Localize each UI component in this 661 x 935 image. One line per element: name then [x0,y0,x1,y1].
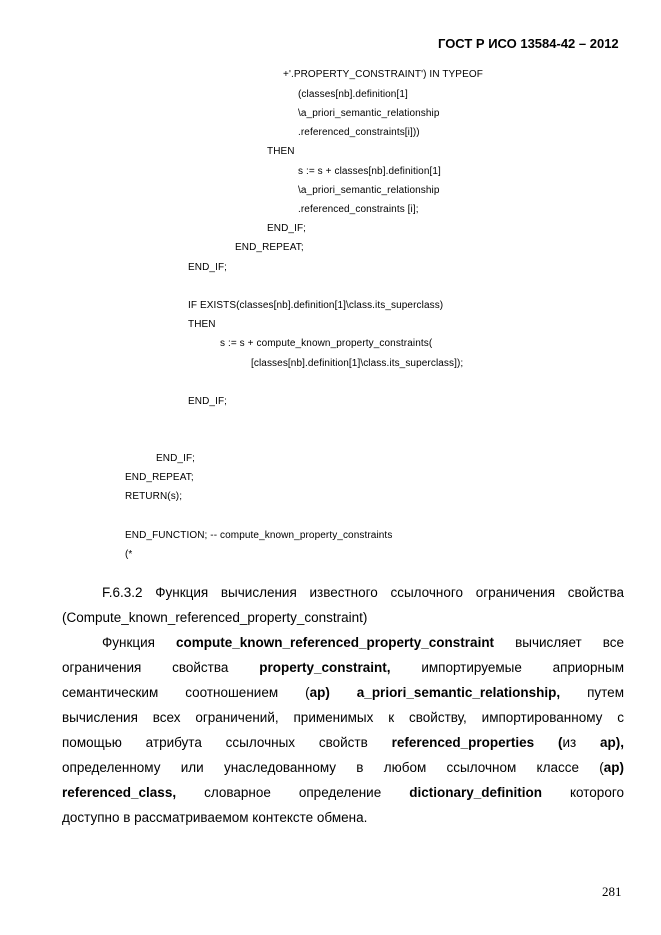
code-line: END_IF; [156,453,196,464]
term: property_constraint, [259,660,391,675]
code-line: .referenced_constraints [i]; [298,204,419,215]
text-run: из [562,735,577,750]
section-title-line: F.6.3.2 Функция вычисления известного ссылочного ограничения свойства [102,585,624,600]
text-run: Функция [102,635,155,650]
body-line [62,630,624,655]
text-run: определенному или унаследованному в любом ссылочном классе ( [62,760,604,775]
term: referenced_properties [391,735,535,750]
term: ap), [599,735,624,750]
code-line: IF EXISTS(classes[nb].definition[1]\class.its_superclass) [188,300,444,311]
code-line: THEN [188,319,216,330]
code-line: END_IF; [188,262,228,273]
body-paragraph [62,630,624,830]
code-line: +'.PROPERTY_CONSTRAINT') IN TYPEOF [283,69,483,80]
text-run: ограничения свойства [62,660,229,675]
text-run: словарное определение [204,785,382,800]
code-line: RETURN(s); [125,491,183,502]
code-line: \a_priori_semantic_relationship [298,108,440,119]
text-run: вычисляет все [515,635,624,650]
term: ap) [603,760,624,775]
code-line: END_IF; [188,396,228,407]
code-line: .referenced_constraints[i])) [298,127,420,138]
code-line: s := s + classes[nb].definition[1] [298,166,441,177]
function-name: compute_known_referenced_property_constraint [175,635,495,650]
text-run: семантическим соотношением ( [62,685,310,700]
code-line: s := s + compute_known_property_constraints( [220,338,433,349]
code-line: END_REPEAT; [235,242,304,253]
term: ap) [309,685,330,700]
document-header: ГОСТ Р ИСО 13584-42 – 2012 [438,36,619,51]
code-line: END_IF; [267,223,307,234]
body-line [62,730,624,755]
body-line: доступно в рассматриваемом контексте обмена. [62,810,368,825]
term: a_priori_semantic_relationship, [356,685,561,700]
body-line [62,680,624,705]
code-line: THEN [267,146,295,157]
section-heading [62,580,624,630]
body-line [62,655,624,680]
text-run: путем [587,685,624,700]
body-line: вычисления всех ограничений, применимых к свойству, импортированному с [62,710,624,725]
body-line [62,780,624,805]
text-run: помощью атрибута ссылочных свойств [62,735,368,750]
code-line: \a_priori_semantic_relationship [298,185,440,196]
code-line: (classes[nb].definition[1] [298,89,408,100]
section-title-line: (Compute_known_referenced_property_constraint) [62,610,368,625]
code-line: [classes[nb].definition[1]\class.its_superclass]); [251,358,464,369]
code-line: (* [125,549,133,560]
term: referenced_class, [62,785,177,800]
code-line: END_REPEAT; [125,472,194,483]
text-run: импортируемые априорным [421,660,624,675]
page-number: 281 [602,884,622,899]
text-run: ( [557,735,563,750]
text-run: которого [570,785,624,800]
body-line [62,755,624,780]
term: dictionary_definition [409,785,542,800]
code-line: END_FUNCTION; -- compute_known_property_constraints [125,530,393,541]
